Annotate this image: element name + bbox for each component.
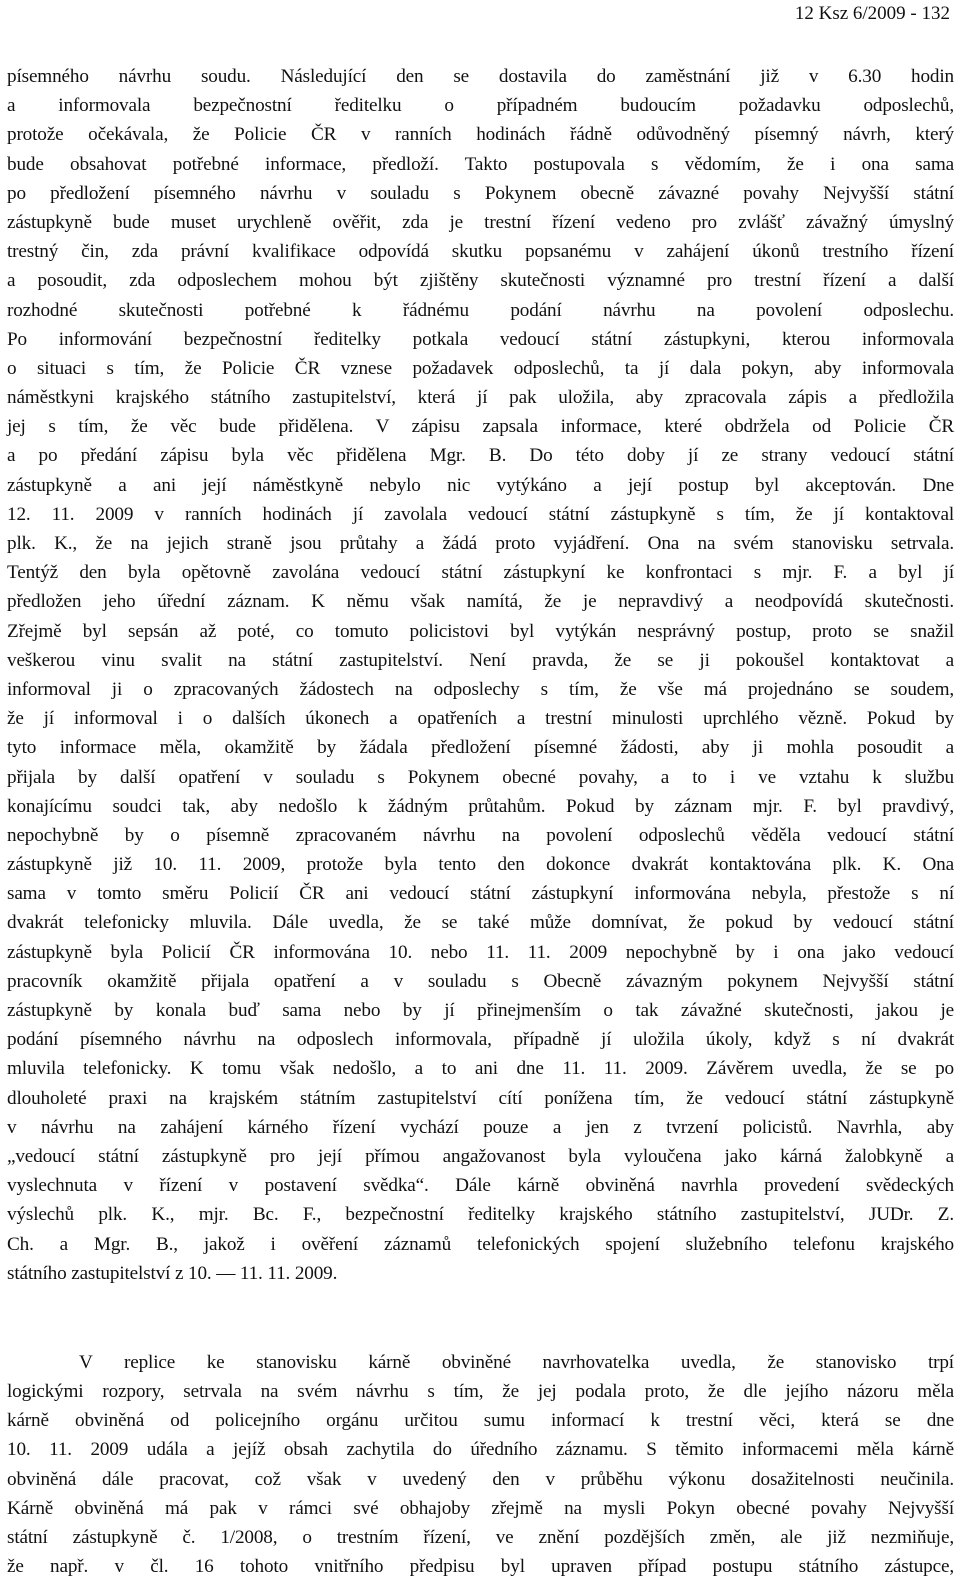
- text-line: trestný čin, zda právní kvalifikace odpovídá skutku popsanému v zahájení úkonů trestního řízení: [7, 241, 954, 263]
- text-line: Zřejmě byl sepsán až poté, co tomuto policistovi byl vytýkán nesprávný postup, proto se snažil: [7, 620, 954, 642]
- text-line: v návrhu na zahájení kárného řízení vychází pouze a jen z tvrzení policistů. Navrhla, aby: [7, 1116, 954, 1138]
- text-line: že např. v čl. 16 tohoto vnitřního předpisu byl upraven případ postupu státního zástupce,: [7, 1556, 954, 1578]
- text-line: Ch. a Mgr. B., jakož i ověření záznamů telefonických spojení služebního telefonu krajského: [7, 1233, 954, 1255]
- text-line: bude obsahovat potřebné informace, předloží. Takto postupovala s vědomím, že i ona sama: [7, 153, 954, 175]
- text-line: přijala by další opatření v souladu s Pokynem obecné povahy, a to i ve vztahu k službu: [7, 766, 954, 788]
- text-line: a po předání zápisu byla věc přidělena Mgr. B. Do této doby jí ze strany vedoucí státní: [7, 445, 954, 467]
- text-line: státního zastupitelství z 10. — 11. 11. 2009.: [7, 1262, 338, 1284]
- text-line: logickými rozpory, setrvala na svém návrhu s tím, že jej podala proto, že dle jejího názoru měla: [7, 1381, 954, 1403]
- text-line: dvakrát telefonicky mluvila. Dále uvedla, že se také může domnívat, že pokud by vedoucí státní: [7, 912, 954, 934]
- text-line: „vedoucí státní zástupkyně pro její přímou angažovanost byla vyloučena jako kárná žalobkyně a: [7, 1145, 954, 1167]
- text-line: vyslechnuta v řízení v postavení svědka“. Dále kárně obviněná navrhla provedení svědeckých: [7, 1175, 954, 1197]
- text-line: a posoudit, zda odposlechem mohou být zjištěny skutečnosti významné pro trestní řízení a další: [7, 270, 954, 292]
- text-line: Kárně obviněná má pak v rámci své obhajoby zřejmě na mysli Pokyn obecné povahy Nejvyšší: [7, 1497, 954, 1519]
- document-body: [7, 62, 954, 1581]
- text-line: podání písemného návrhu na odposlech informovala, případně jí uložila úkoly, když s ní dvakrát: [7, 1029, 954, 1051]
- text-line: o situaci s tím, že Policie ČR vznese požadavek odposlechů, ta jí dala pokyn, aby informovala: [7, 357, 954, 379]
- text-line: jej s tím, že věc bude přidělena. V zápisu zapsala informace, které obdržela od Policie ČR: [7, 416, 954, 438]
- text-line: 12. 11. 2009 v ranních hodinách jí zavolala vedoucí státní zástupkyně s tím, že jí kontaktoval: [7, 503, 954, 525]
- text-line: konajícímu soudci tak, aby nedošlo k žádným průtahům. Pokud by záznam mjr. F. byl pravdivý,: [7, 795, 954, 817]
- text-line: výslechů plk. K., mjr. Bc. F., bezpečnostní ředitelky krajského státního zastupitelství, JUDr. Z.: [7, 1204, 954, 1226]
- text-line: písemného návrhu soudu. Následující den se dostavila do zaměstnání již v 6.30 hodin: [7, 66, 954, 87]
- text-line: zástupkyně byla Policií ČR informována 10. nebo 11. 11. 2009 nepochybně by i ona jako vedoucí: [7, 941, 954, 963]
- text-line: V replice ke stanovisku kárně obviněné navrhovatelka uvedla, že stanovisko trpí: [79, 1351, 954, 1373]
- text-line: zástupkyně a ani její náměstkyně nebylo nic vytýkáno a její postup byl akceptován. Dne: [7, 474, 954, 496]
- text-line: obviněná dále pracovat, což však v uvedený den v průběhu výkonu dosažitelnosti neučinila.: [7, 1468, 954, 1490]
- text-line: plk. K., že na jejich straně jsou průtahy a žádá proto vyjádření. Ona na svém stanovisku setrvala.: [7, 533, 954, 554]
- text-line: kárně obviněná od policejního orgánu určitou sumu informací k trestní věci, která se dne: [7, 1410, 954, 1432]
- text-line: po předložení písemného návrhu v souladu s Pokynem obecně závazné povahy Nejvyšší státní: [7, 182, 954, 204]
- text-line: zástupkyně bude muset urychleně ověřit, zda je trestní řízení vedeno pro zvlášť závažný úmyslný: [7, 211, 954, 233]
- text-line: nepochybně by o písemně zpracovaném návrhu na povolení odposlechů věděla vedoucí státní: [7, 824, 954, 846]
- text-line: že jí informoval i o dalších úkonech a opatřeních a trestní minulosti uprchlého vězně. Pokud by: [7, 708, 954, 730]
- text-line: veškerou vinu svalit na státní zastupitelství. Není pravda, že se ji pokoušel kontaktovat a: [7, 649, 954, 671]
- text-line: náměstkyni krajského státního zastupitelství, která jí pak uložila, aby zpracovala zápis a předložila: [7, 387, 954, 409]
- paragraph-1: [7, 62, 954, 1288]
- text-line: sama v tomto směru Policií ČR ani vedoucí státní zástupkyní informována nebyla, přestože s ní: [7, 883, 954, 905]
- text-line: Tentýž den byla opětovně zavolána vedoucí státní zástupkyní ke konfrontaci s mjr. F. a byl jí: [7, 562, 954, 584]
- paragraph-spacer: [7, 1288, 954, 1348]
- text-line: zástupkyně již 10. 11. 2009, protože byla tento den dokonce dvakrát kontaktována plk. K. Ona: [7, 854, 954, 876]
- text-line: informoval ji o zpracovaných žádostech na odposlechy s tím, že vše má projednáno se soudem,: [7, 678, 954, 700]
- text-line: protože očekávala, že Policie ČR v ranních hodinách řádně odůvodněný písemný návrh, který: [7, 124, 954, 146]
- text-line: dlouholeté praxi na krajském státním zastupitelství cítí ponížena tím, že vedoucí státní zástupkyně: [7, 1087, 954, 1109]
- text-line: předložen jeho úřední záznam. K němu však namítá, že je nepravdivý a neodpovídá skutečnosti.: [7, 591, 954, 613]
- text-line: státní zástupkyně č. 1/2008, o trestním řízení, ve znění pozdějších změn, ale již nezmiňuje,: [7, 1527, 954, 1548]
- text-line: mluvila telefonicky. K tomu však nedošlo, a to ani dne 11. 11. 2009. Závěrem uvedla, že se po: [7, 1058, 954, 1080]
- text-line: 10. 11. 2009 udála a jejíž obsah zachytila do úředního záznamu. S těmito informacemi měla kárně: [7, 1439, 954, 1461]
- text-line: tyto informace měla, okamžitě by žádala předložení písemné žádosti, aby ji mohla posoudit a: [7, 737, 954, 759]
- text-line: zástupkyně by konala buď sama nebo by jí přinejmenším o tak závažné skutečnosti, jakou je: [7, 1000, 954, 1021]
- text-line: rozhodné skutečnosti potřebné k řádnému podání návrhu na povolení odposlechu.: [7, 299, 954, 321]
- paragraph-2: [7, 1348, 954, 1581]
- text-line: a informovala bezpečnostní ředitelku o případném budoucím požadavku odposlechů,: [7, 95, 954, 117]
- text-line: pracovník okamžitě přijala opatření a v souladu s Obecně závazným pokynem Nejvyšší státní: [7, 970, 954, 992]
- page-reference: 12 Ksz 6/2009 - 132: [794, 3, 950, 24]
- text-line: Po informování bezpečnostní ředitelky potkala vedoucí státní zástupkyni, kterou informovala: [7, 328, 954, 350]
